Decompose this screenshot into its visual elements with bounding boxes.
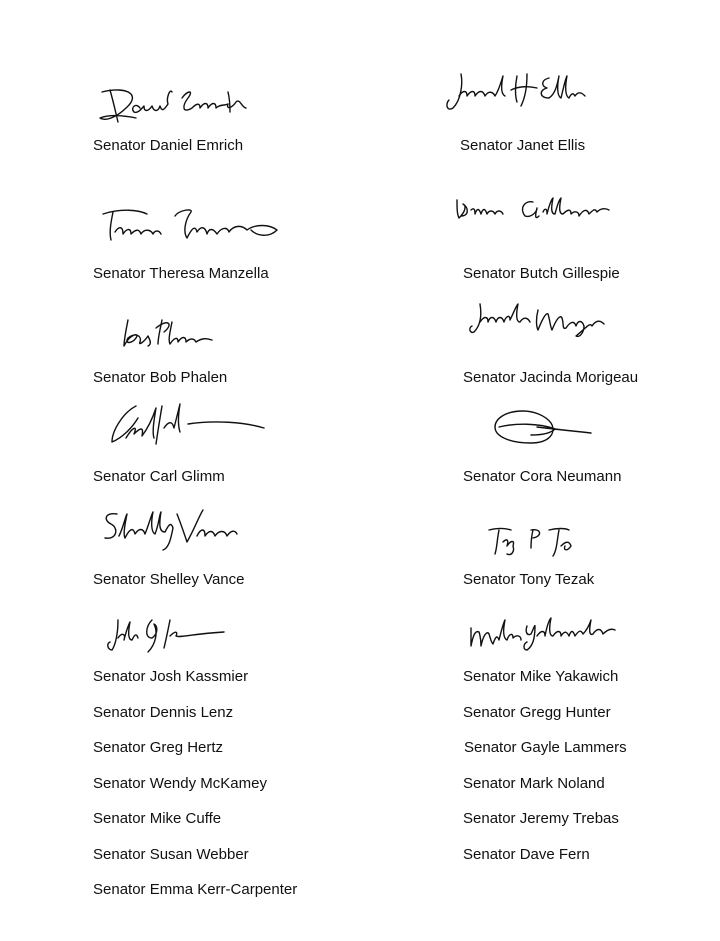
signatory-name: Senator Emma Kerr-Carpenter — [93, 881, 298, 898]
signature-shelley-vance — [99, 506, 239, 552]
signatory-name: Senator Josh Kassmier — [93, 668, 249, 685]
signature-jacinda-morigeau — [466, 300, 608, 340]
signatory-name: Senator Jacinda Morigeau — [463, 369, 639, 386]
signatory-name: Senator Butch Gillespie — [463, 265, 620, 282]
signature-tony-tezak — [487, 524, 577, 558]
signatory-name: Senator Cora Neumann — [463, 468, 622, 485]
signatory-name: Senator Jeremy Trebas — [463, 810, 619, 827]
signatory-name: Senator Shelley Vance — [93, 571, 245, 588]
signatory-name: Senator Dave Fern — [463, 846, 590, 863]
signatory-name: Senator Mike Cuffe — [93, 810, 222, 827]
signature-carl-glimm — [104, 398, 266, 450]
signatory-name: Senator Bob Phalen — [93, 369, 228, 386]
signatory-name: Senator Dennis Lenz — [93, 704, 234, 721]
signatory-name: Senator Tony Tezak — [463, 571, 595, 588]
signatory-name: Senator Janet Ellis — [460, 137, 586, 154]
signature-daniel-emrich — [96, 78, 251, 128]
signature-mike-yakawich — [467, 612, 617, 652]
signature-janet-ellis — [445, 70, 587, 116]
signatory-name: Senator Susan Webber — [93, 846, 249, 863]
signature-bob-phalen — [118, 314, 218, 350]
signature-cora-neumann — [491, 405, 595, 447]
signatory-name: Senator Carl Glimm — [93, 468, 225, 485]
signatory-name: Senator Theresa Manzella — [93, 265, 269, 282]
signatory-name: Senator Gregg Hunter — [463, 704, 611, 721]
signatory-name: Senator Greg Hertz — [93, 739, 224, 756]
signatory-name: Senator Mike Yakawich — [463, 668, 619, 685]
signatory-name: Senator Daniel Emrich — [93, 137, 244, 154]
signature-bruce-gillespie — [453, 194, 611, 224]
signatory-name: Senator Gayle Lammers — [464, 739, 627, 756]
signatory-name: Senator Wendy McKamey — [93, 775, 267, 792]
signature-theresa-manzella — [101, 202, 281, 246]
signature-josh-kassmier — [104, 616, 226, 654]
signatory-name: Senator Mark Noland — [463, 775, 605, 792]
